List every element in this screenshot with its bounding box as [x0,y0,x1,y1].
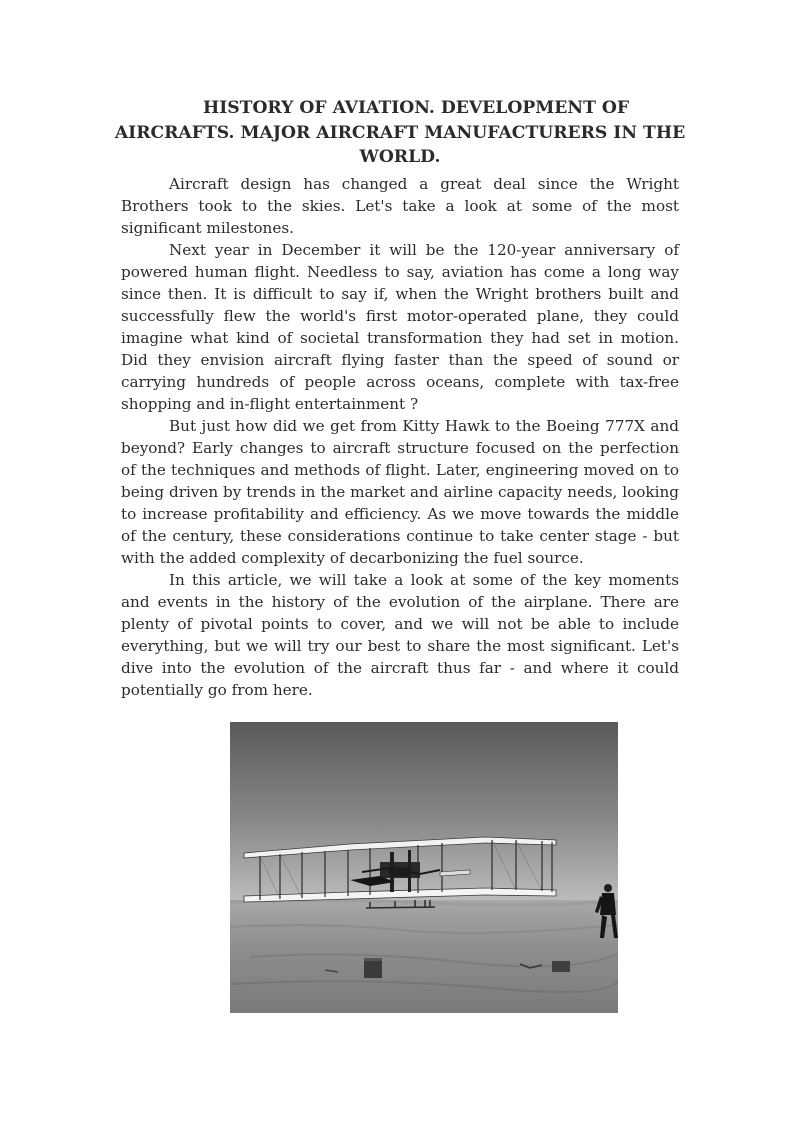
paragraph-kitty-hawk: But just how did we get from Kitty Hawk to the Boeing 777X and beyond? Early changes to aircraft structure focused on the perfection of the techniques and methods of flight. Later, engineering moved on to being driven by trends in the market and airline capacity needs, looking to increase profitability and efficiency. As we move towards the middle of the century, these considerations continue to take center stage - but with the added complexity of decarbonizing the fuel source. [121,417,679,567]
document-title: HISTORY OF AVIATION. DEVELOPMENT OF AIRCRAFTS. MAJOR AIRCRAFT MANUFACTURERS IN THE WORLD. [114,98,686,167]
paragraph-anniversary: Next year in December it will be the 120-year anniversary of powered human flight. Needless to say, aviation has come a long way since then. It is difficult to say if, when the Wright brothers built and successfully flew the world's first motor-operated plane, they could imagine what kind of societal transformation they had set in motion. Did they envision aircraft flying faster than the speed of sound or carrying hundreds of people across oceans, complete with tax-free shopping and in-flight entertainment ? [121,241,679,413]
paragraph-article-scope: In this article, we will take a look at some of the key moments and events in the history of the evolution of the airplane. There are plenty of pivotal points to cover, and we will not be able to include everything, but we will try our best to share the most significant. Let's dive into the evolution of the aircraft thus far - and where it could potentially go from here. [121,571,679,699]
paragraph-intro: Aircraft design has changed a great deal since the Wright Brothers took to the skies. Let's take a look at some of the most significant milestones. [121,175,679,237]
wright-flyer-photo [230,722,618,1013]
article-body [121,173,679,701]
ground [230,900,618,1013]
